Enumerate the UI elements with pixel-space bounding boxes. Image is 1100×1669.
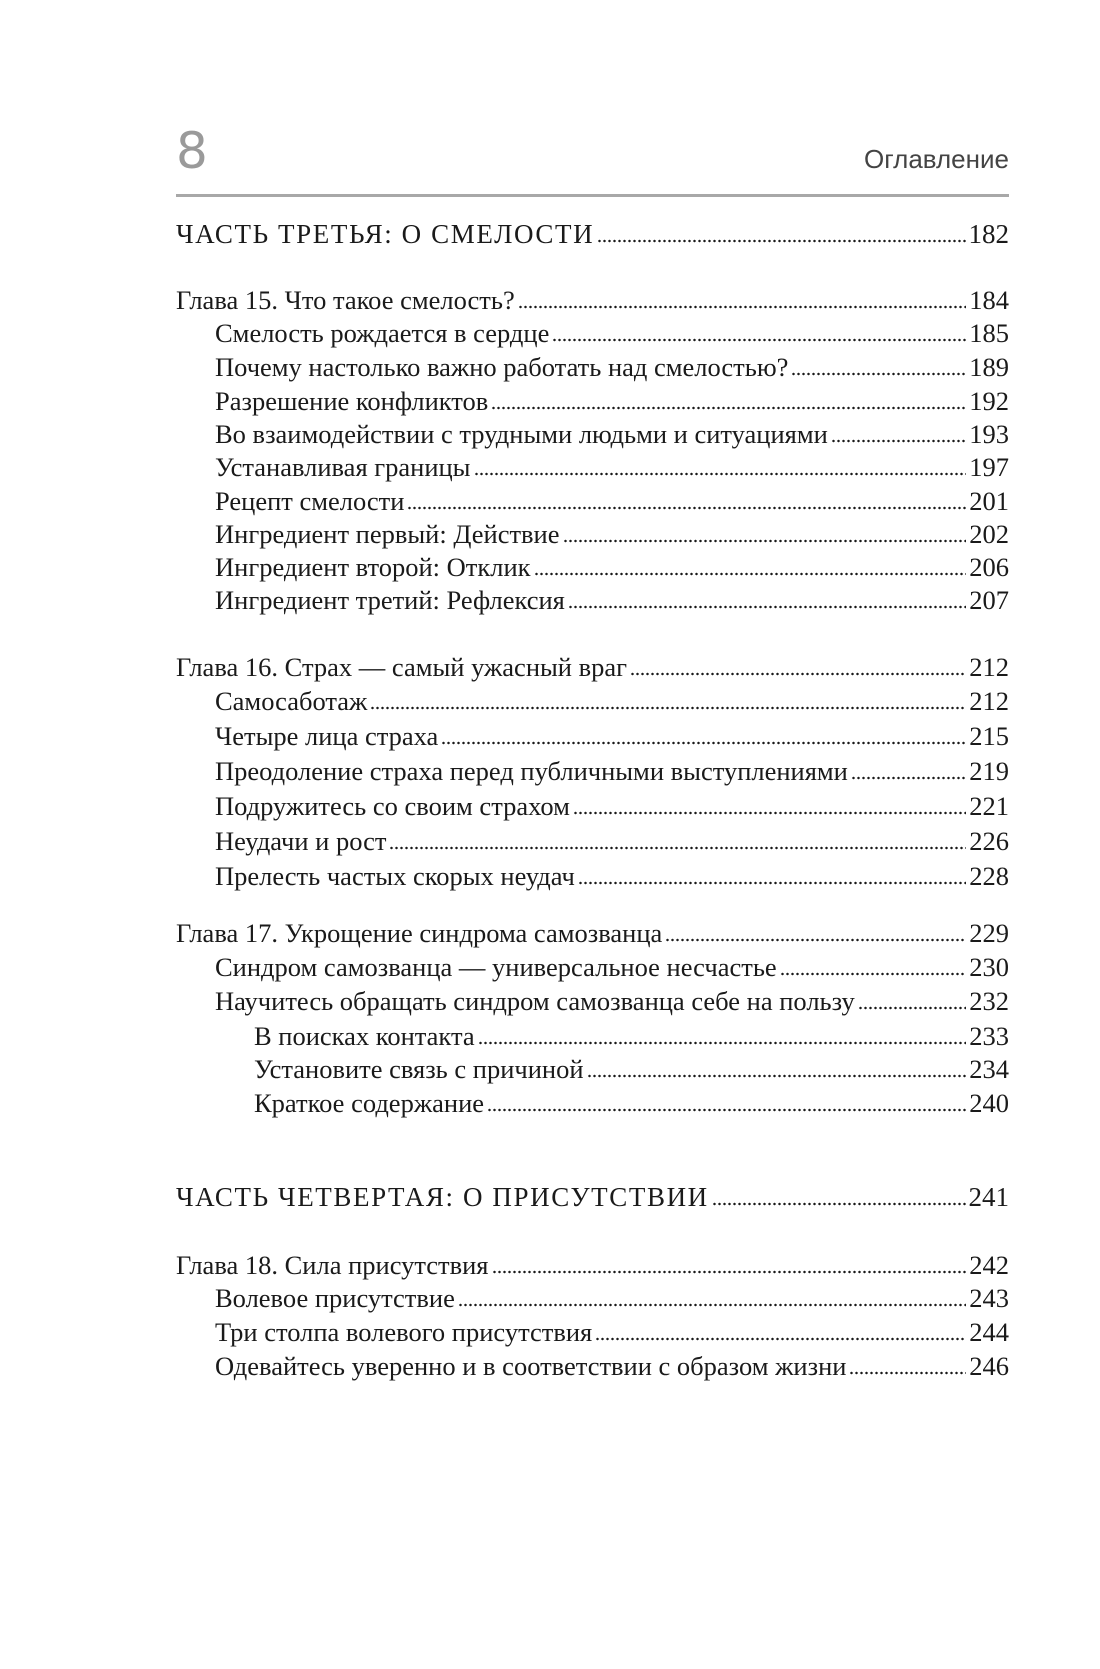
toc-part-entry <box>176 217 1009 251</box>
toc-chapter-entry <box>176 1248 1009 1282</box>
dot-leader <box>595 1337 966 1341</box>
dot-leader <box>831 439 966 443</box>
toc-entry-title: Ингредиент второй: Отклик <box>215 552 531 582</box>
toc-entry-page: 233 <box>969 1021 1009 1051</box>
dot-leader <box>491 406 966 410</box>
dot-leader <box>441 741 966 745</box>
toc-section-entry <box>215 1281 1009 1315</box>
toc-entry-page: 201 <box>969 486 1009 516</box>
toc-entry-title: Глава 17. Укрощение синдрома самозванца <box>176 918 663 948</box>
toc-section-entry <box>215 417 1009 451</box>
toc-entry-title: Разрешение конфликтов <box>215 386 489 416</box>
toc-entry-title: Смелость рождается в сердце <box>215 318 550 348</box>
dot-leader <box>492 1270 967 1274</box>
toc-entry-title: Неудачи и рост <box>215 826 387 856</box>
toc-entry-title: Рецепт смелости <box>215 486 405 516</box>
toc-entry-page: 221 <box>969 791 1009 821</box>
dot-leader <box>407 506 966 510</box>
toc-section-entry <box>215 1315 1009 1349</box>
toc-section-entry <box>215 984 1009 1018</box>
dot-leader <box>712 1202 966 1206</box>
toc-entry-page: 182 <box>968 219 1009 249</box>
dot-leader <box>665 938 966 942</box>
toc-entry-page: 219 <box>969 756 1009 786</box>
toc-entry-page: 185 <box>969 318 1009 348</box>
toc-entry-page: 230 <box>969 952 1009 982</box>
dot-leader <box>487 1108 966 1112</box>
toc-section-entry <box>215 684 1009 718</box>
dot-leader <box>568 605 966 609</box>
toc-section-entry <box>215 859 1009 893</box>
toc-entry-title: Одевайтесь уверенно и в соответствии с образом жизни <box>215 1351 847 1381</box>
dot-leader <box>780 972 967 976</box>
running-head <box>176 120 1009 197</box>
toc-entry-title: Глава 18. Сила присутствия <box>176 1250 489 1280</box>
dot-leader <box>578 881 966 885</box>
toc-entry-title: Волевое присутствие <box>215 1283 455 1313</box>
toc-section-entry <box>215 450 1009 484</box>
toc-entry-title: Во взаимодействии с трудными людьми и ситуациями <box>215 419 828 449</box>
toc-entry-page: 240 <box>969 1088 1009 1118</box>
toc-entry-title: Установите связь с причиной <box>254 1054 584 1084</box>
toc-entry-title: В поисках контакта <box>254 1021 475 1051</box>
toc-entry-page: 197 <box>969 452 1009 482</box>
toc-section-entry <box>215 384 1009 418</box>
toc-entry-page: 228 <box>969 861 1009 891</box>
toc-entry-page: 212 <box>969 652 1009 682</box>
toc-entry-title: Глава 15. Что такое смелость? <box>176 285 515 315</box>
dot-leader <box>587 1074 967 1078</box>
dot-leader <box>563 539 967 543</box>
toc-entry-page: 215 <box>969 721 1009 751</box>
toc-section-entry <box>215 350 1009 384</box>
dot-leader <box>474 472 967 476</box>
page-number: 8 <box>176 122 208 180</box>
toc-section-entry <box>215 484 1009 518</box>
dot-leader <box>573 811 966 815</box>
toc-entry-title: Четыре лица страха <box>215 721 439 751</box>
toc-entry-title: Научитесь обращать синдром самозванца себе на пользу <box>215 986 855 1016</box>
toc-section-entry <box>254 1019 1009 1053</box>
toc-section-entry <box>215 1349 1009 1383</box>
toc-entry-page: 192 <box>969 386 1009 416</box>
toc-section-entry <box>215 583 1009 617</box>
toc-entry-title: ЧАСТЬ ТРЕТЬЯ: О СМЕЛОСТИ <box>176 219 595 249</box>
dot-leader <box>597 239 965 243</box>
toc-entry-page: 243 <box>969 1283 1009 1313</box>
toc-entry-title: Ингредиент первый: Действие <box>215 519 560 549</box>
toc-entry-page: 206 <box>969 552 1009 582</box>
toc-entry-title: Краткое содержание <box>254 1088 485 1118</box>
dot-leader <box>630 672 966 676</box>
toc-section-entry <box>215 517 1009 551</box>
toc-entry-title: Почему настолько важно работать над смелостью? <box>215 352 789 382</box>
toc-entry-page: 242 <box>969 1250 1009 1280</box>
toc-entry-title: Три столпа волевого присутствия <box>215 1317 593 1347</box>
toc-entry-title: Глава 16. Страх — самый ужасный враг <box>176 652 628 682</box>
toc-entry-page: 184 <box>969 285 1009 315</box>
toc-entry-page: 202 <box>969 519 1009 549</box>
toc-section-entry <box>254 1086 1009 1120</box>
toc-chapter-entry <box>176 650 1009 684</box>
toc-entry-page: 234 <box>969 1054 1009 1084</box>
toc-entry-page: 229 <box>969 918 1009 948</box>
toc-section-entry <box>254 1052 1009 1086</box>
toc-entry-page: 212 <box>969 686 1009 716</box>
toc-section-entry <box>215 550 1009 584</box>
toc-entry-title: Самосаботаж <box>215 686 368 716</box>
toc-entry-title: Ингредиент третий: Рефлексия <box>215 585 565 615</box>
dot-leader <box>370 706 966 710</box>
toc-entry-page: 226 <box>969 826 1009 856</box>
toc-entry-title: Синдром самозванца — универсальное несчастье <box>215 952 777 982</box>
dot-leader <box>849 1371 966 1375</box>
dot-leader <box>858 1006 966 1010</box>
toc-entry-page: 232 <box>969 986 1009 1016</box>
toc-section-entry <box>215 824 1009 858</box>
toc-section-entry <box>215 950 1009 984</box>
toc-entry-page: 193 <box>969 419 1009 449</box>
running-head-title: Оглавление <box>864 144 1009 174</box>
dot-leader <box>552 338 966 342</box>
dot-leader <box>458 1303 966 1307</box>
dot-leader <box>478 1041 967 1045</box>
toc-section-entry <box>215 719 1009 753</box>
toc-entry-title: Подружитесь со своим страхом <box>215 791 570 821</box>
toc-section-entry <box>215 789 1009 823</box>
toc-entry-page: 207 <box>969 585 1009 615</box>
toc-entry-title: Прелесть частых скорых неудач <box>215 861 575 891</box>
dot-leader <box>518 305 967 309</box>
toc-entry-title: Устанавливая границы <box>215 452 471 482</box>
toc-part-entry <box>176 1180 1009 1214</box>
toc-chapter-entry <box>176 916 1009 950</box>
toc-entry-page: 244 <box>969 1317 1009 1347</box>
toc-entry-title: Преодоление страха перед публичными выступлениями <box>215 756 848 786</box>
dot-leader <box>851 776 966 780</box>
toc-chapter-entry <box>176 283 1009 317</box>
dot-leader <box>534 572 967 576</box>
dot-leader <box>389 846 966 850</box>
toc-section-entry <box>215 316 1009 350</box>
toc-section-entry <box>215 754 1009 788</box>
toc-entry-page: 189 <box>969 352 1009 382</box>
toc-entry-page: 246 <box>969 1351 1009 1381</box>
dot-leader <box>791 372 966 376</box>
toc-entry-page: 241 <box>968 1182 1009 1212</box>
toc-entry-title: ЧАСТЬ ЧЕТВЕРТАЯ: О ПРИСУТСТВИИ <box>176 1182 709 1212</box>
